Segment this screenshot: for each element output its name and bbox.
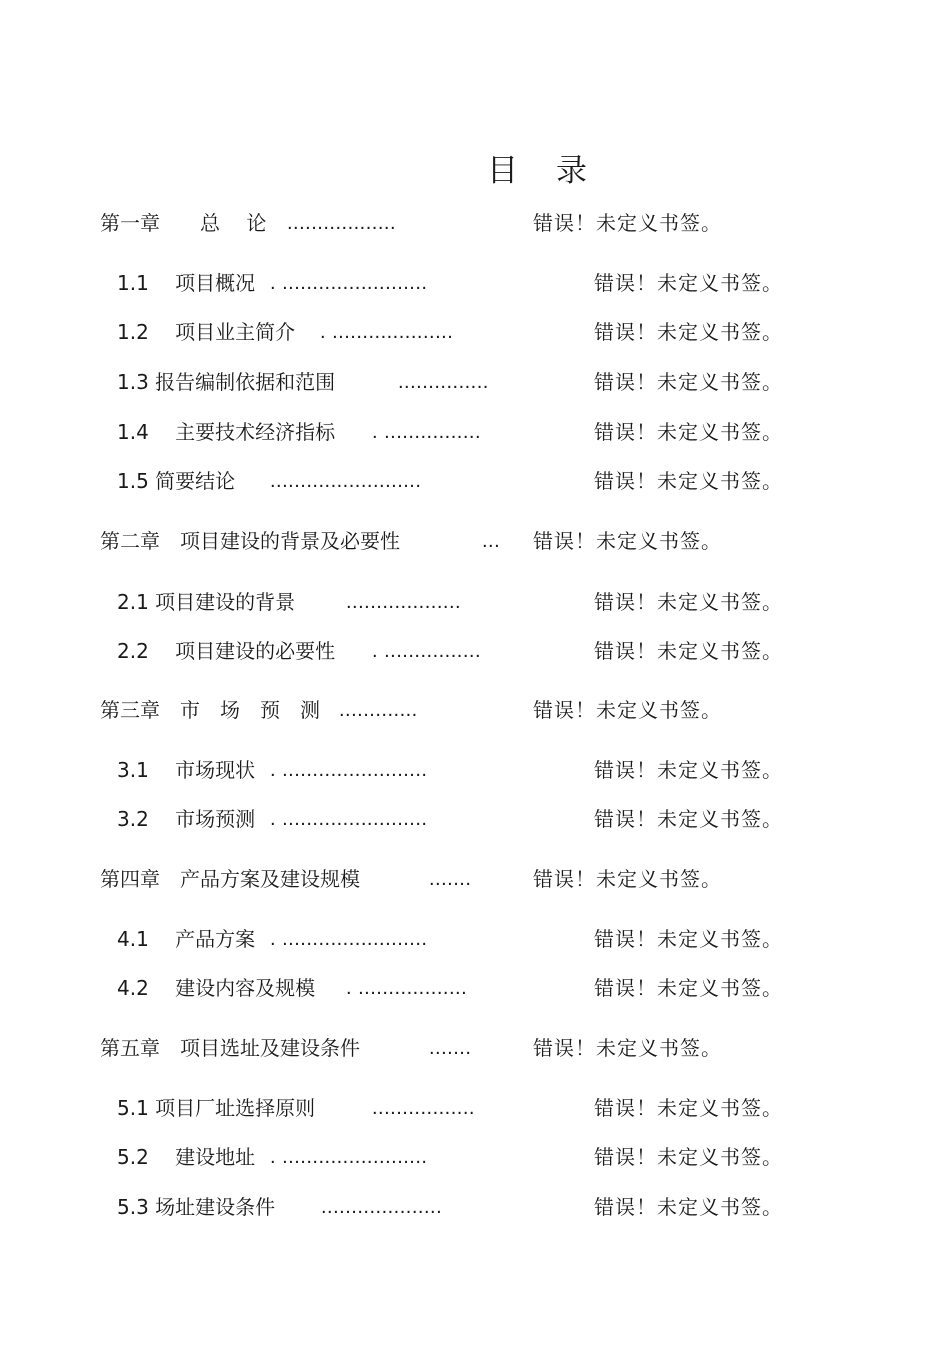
toc-entry-label: 5.1 项目厂址选择原则 (117, 1096, 316, 1120)
toc-page-reference-error: 错误！未定义书签。 (594, 271, 783, 295)
toc-entry-label: 1.3 报告编制依据和范围 (117, 370, 336, 394)
toc-entry-label: 1.1 项目概况 (117, 271, 256, 295)
toc-leader-dots: ............. (339, 699, 418, 721)
toc-entry-label: 5.3 场址建设条件 (117, 1195, 276, 1219)
toc-entry-label: 第二章 项目建设的背景及必要性 (100, 529, 400, 553)
toc-entry-label: 1.4 主要技术经济指标 (117, 420, 336, 444)
toc-page-reference-error: 错误！未定义书签。 (594, 420, 783, 444)
toc-page-reference-error: 错误！未定义书签。 (594, 758, 783, 782)
toc-leader-dots: .................... (321, 1196, 443, 1218)
toc-page-reference-error: 错误！未定义书签。 (533, 1036, 722, 1060)
toc-page-reference-error: 错误！未定义书签。 (594, 1195, 783, 1219)
toc-leader-dots: . ................ (372, 640, 482, 662)
toc-leader-dots: . ................ (372, 421, 482, 443)
toc-entry-label: 3.2 市场预测 (117, 807, 256, 831)
toc-page-reference-error: 错误！未定义书签。 (594, 639, 783, 663)
toc-entry-label: 第四章 产品方案及建设规模 (100, 867, 360, 891)
toc-entry-label: 1.2 项目业主简介 (117, 320, 296, 344)
toc-entry-label: 2.2 项目建设的必要性 (117, 639, 336, 663)
toc-entry-label: 5.2 建设地址 (117, 1145, 256, 1169)
toc-leader-dots: . ........................ (270, 272, 428, 294)
toc-entry-label: 第三章 市 场 预 测 (100, 698, 320, 722)
toc-leader-dots: . .................. (346, 977, 468, 999)
toc-leader-dots: . ........................ (270, 1146, 428, 1168)
toc-page-reference-error: 错误！未定义书签。 (594, 807, 783, 831)
toc-page-reference-error: 错误！未定义书签。 (594, 590, 783, 614)
toc-leader-dots: ................. (372, 1097, 475, 1119)
toc-entry-label: 4.1 产品方案 (117, 927, 256, 951)
toc-page-reference-error: 错误！未定义书签。 (533, 867, 722, 891)
toc-page-reference-error: 错误！未定义书签。 (594, 927, 783, 951)
toc-page-reference-error: 错误！未定义书签。 (594, 469, 783, 493)
toc-leader-dots: . .................... (320, 321, 454, 343)
toc-page-reference-error: 错误！未定义书签。 (533, 529, 722, 553)
toc-page-reference-error: 错误！未定义书签。 (594, 1145, 783, 1169)
toc-entry-label: 第五章 项目选址及建设条件 (100, 1036, 360, 1060)
toc-leader-dots: . ........................ (270, 759, 428, 781)
page-title: 目录 (487, 153, 625, 189)
toc-entry-label: 4.2 建设内容及规模 (117, 976, 316, 1000)
toc-page-reference-error: 错误！未定义书签。 (594, 370, 783, 394)
toc-leader-dots: . ........................ (270, 808, 428, 830)
toc-leader-dots: ................... (346, 591, 462, 613)
toc-page-reference-error: 错误！未定义书签。 (594, 1096, 783, 1120)
toc-entry-label: 1.5 简要结论 (117, 469, 236, 493)
toc-entry-label: 第一章 总 论 (100, 211, 267, 235)
toc-page-reference-error: 错误！未定义书签。 (594, 976, 783, 1000)
toc-leader-dots: ......................... (270, 470, 422, 492)
toc-leader-dots: ....... (429, 1037, 472, 1059)
toc-leader-dots: ....... (429, 868, 472, 890)
toc-leader-dots: .................. (287, 212, 397, 234)
toc-entry-label: 3.1 市场现状 (117, 758, 256, 782)
toc-entry-label: 2.1 项目建设的背景 (117, 590, 296, 614)
toc-leader-dots: ............... (398, 371, 489, 393)
toc-page-reference-error: 错误！未定义书签。 (594, 320, 783, 344)
toc-page-reference-error: 错误！未定义书签。 (533, 211, 722, 235)
toc-page-reference-error: 错误！未定义书签。 (533, 698, 722, 722)
toc-leader-dots: . ........................ (270, 928, 428, 950)
toc-leader-dots: ... (482, 530, 501, 552)
